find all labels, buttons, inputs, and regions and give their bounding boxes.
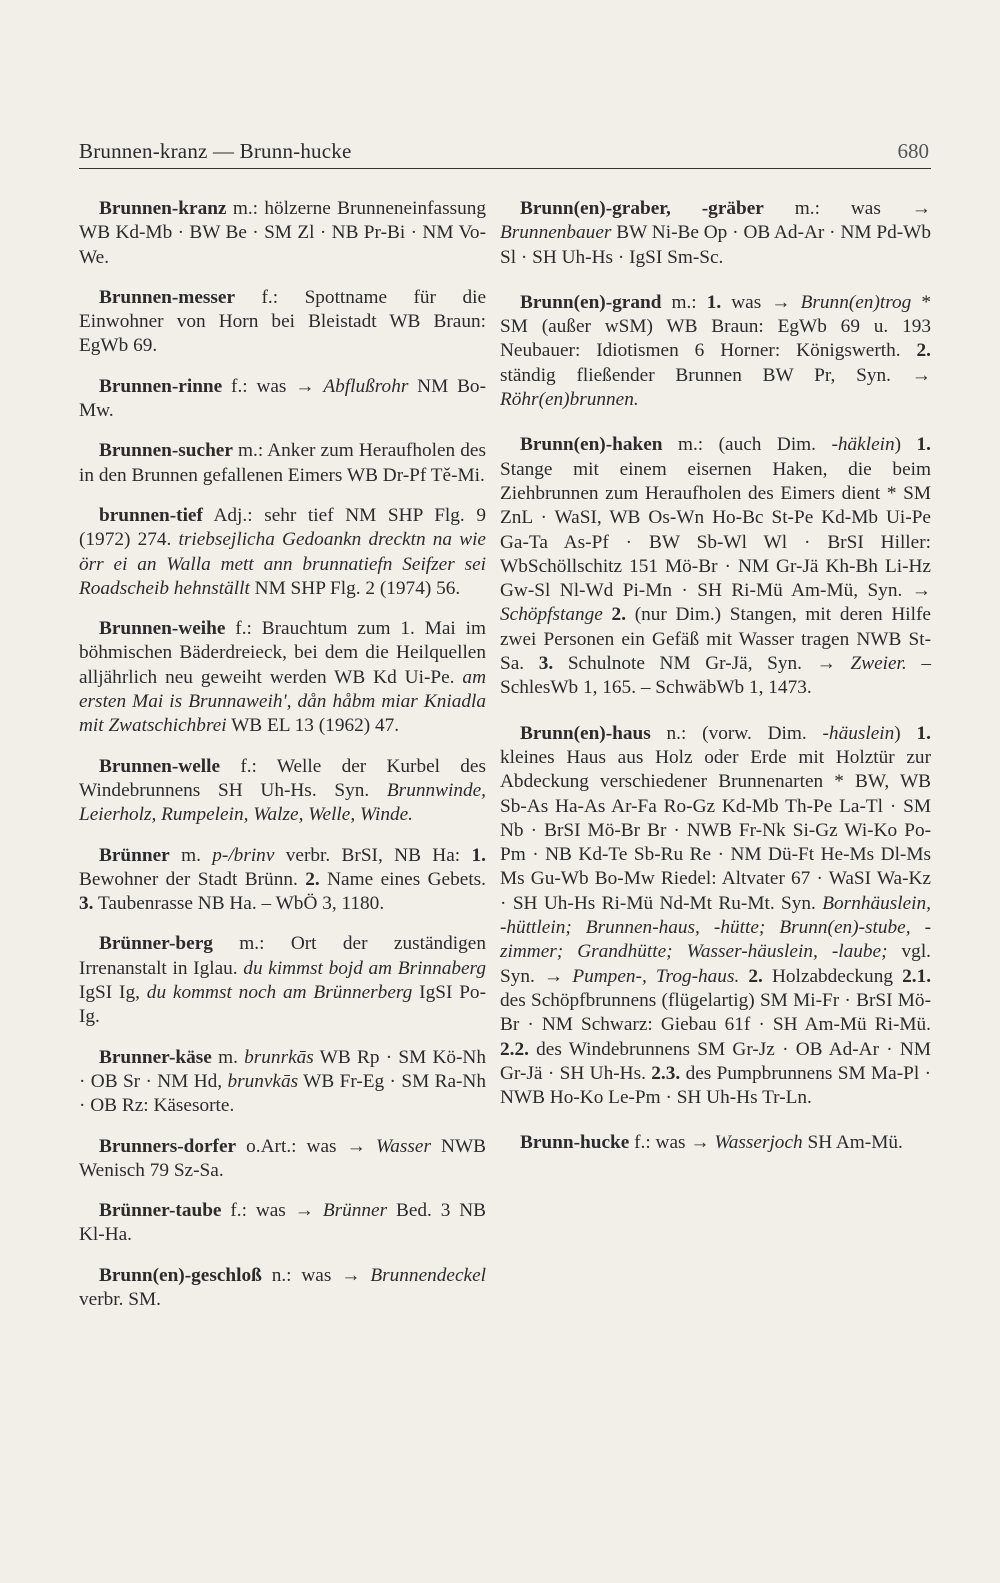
entry-example: Pumpen-, Trog-haus. bbox=[572, 965, 740, 987]
entry-text: 2. bbox=[305, 868, 320, 890]
entry-text: des Windebrunnens SM Gr-Jz · OB Ad-Ar · NM Gr-Jä · SH Uh-Hs. bbox=[500, 1038, 931, 1084]
entry-headword: Brunn-hucke bbox=[520, 1132, 630, 1154]
entry-text: n.: was → bbox=[261, 1264, 371, 1286]
entry-text: NM Bo-Mw. bbox=[79, 375, 486, 422]
running-header bbox=[79, 139, 931, 169]
entry-text: 2. bbox=[916, 340, 931, 362]
entry-text bbox=[603, 604, 612, 625]
entry-example: -häuslein bbox=[822, 722, 895, 744]
entry-text: was → bbox=[721, 291, 801, 313]
entry-text: m. bbox=[169, 844, 213, 866]
dictionary-entry bbox=[79, 1199, 486, 1248]
entry-example: Abflußrohr bbox=[323, 375, 409, 397]
entry-text: – SchlesWb 1, 165. – SchwäbWb 1, 1473. bbox=[500, 653, 931, 699]
dictionary-entry bbox=[79, 504, 486, 601]
entry-example: brunvkās bbox=[227, 1070, 299, 1092]
entry-text: Holzabdeckung bbox=[762, 965, 903, 987]
entry-text: NWB Wenisch 79 Sz-Sa. bbox=[79, 1135, 486, 1181]
entry-text: m.: hölzerne Brunneneinfassung WB Kd-Mb · BW Be · SM Zl · NB Pr-Bi · NM Vo-We. bbox=[79, 198, 486, 268]
entry-text: f.: was → bbox=[629, 1132, 715, 1154]
entry-example: Zweier. bbox=[850, 653, 907, 675]
entry-text: ständig fließender Brunnen BW Pr, Syn. → bbox=[500, 364, 931, 386]
entry-text: * SM (außer wSM) WB Braun: EgWb 69 u. 193 Neubauer: Idiotismen 6 Horner: Königswerth. bbox=[500, 291, 931, 362]
entry-text: 2.2. bbox=[500, 1038, 529, 1060]
entry-text: 1. bbox=[706, 291, 722, 313]
entry-example: du kimmst bojd am Brinnaberg bbox=[243, 957, 486, 979]
entry-text: 2.1. bbox=[902, 965, 932, 987]
entry-text: m.: bbox=[661, 291, 707, 313]
dictionary-entry bbox=[79, 1135, 486, 1184]
entry-text: WB EL 13 (1962) 47. bbox=[226, 715, 400, 737]
dictionary-entry bbox=[79, 375, 486, 424]
entry-example: Schöpfstange bbox=[500, 604, 603, 626]
entry-text: WB Fr-Eg · SM Ra-Nh · OB Rz: Käsesorte. bbox=[79, 1070, 486, 1117]
dictionary-entry bbox=[79, 197, 486, 270]
entry-example: -häklein bbox=[831, 434, 895, 456]
entry-example: Brunnenbauer bbox=[500, 222, 612, 244]
entry-text: 1. bbox=[471, 844, 486, 866]
entry-headword: Brünner-berg bbox=[99, 933, 213, 955]
entry-text: 1. bbox=[916, 722, 931, 744]
running-title: Brunnen-kranz — Brunn-hucke bbox=[79, 139, 352, 163]
dictionary-entry bbox=[79, 1046, 486, 1119]
entry-text: 2. bbox=[611, 604, 627, 626]
entry-headword: Brunner-käse bbox=[99, 1046, 212, 1068]
dictionary-entry bbox=[500, 197, 931, 270]
entry-example: Brünner bbox=[322, 1200, 388, 1222]
entry-headword: Brunn(en)-grand bbox=[520, 291, 662, 313]
right-column bbox=[500, 197, 931, 1177]
entry-text: f.: was → bbox=[222, 375, 324, 397]
entry-text: m.: Anker zum Heraufholen des in den Brunnen gefallenen Eimers WB Dr-Pf Tě-Mi. bbox=[79, 440, 486, 486]
entry-example: brunrkās bbox=[244, 1046, 314, 1068]
entry-text: ) bbox=[894, 434, 917, 456]
entry-text: des Pumpbrunnens SM Ma-Pl · NWB Ho-Ko Le-Pm · SH Uh-Hs Tr-Ln. bbox=[500, 1062, 931, 1109]
entry-example: Bornhäuslein, -hüttlein; Brunnen-haus, -hütte; Brunn(en)-stube, -zimmer; Grandhütte; Wasser-häuslein, -laube; bbox=[500, 892, 931, 963]
entry-text: vgl. Syn. → bbox=[500, 941, 931, 987]
entry-text: 1. bbox=[916, 434, 931, 456]
entry-text: m.: Ort der zuständigen Irrenanstalt in Iglau. bbox=[79, 933, 486, 979]
entry-text: WB Rp · SM Kö-Nh · OB Sr · NM Hd, bbox=[79, 1046, 486, 1092]
entry-text: Schulnote NM Gr-Jä, Syn. → bbox=[553, 653, 851, 675]
entry-example: Wasser bbox=[375, 1135, 431, 1157]
entry-text: Stange mit einem eisernen Haken, die beim Ziehbrunnen zum Heraufholen des Eimers dient * SM ZnL · WaSI, WB Os-Wn Ho-Bc St-Pe Kd-Mb Ui-Pe Ga-Ta As-Pf · BW Sb-Wl Wl · BrSI Hiller: WbSchöllschitz 151 Mö-Br · NM Gr-Jä Kh-Bh Li-Hz Gw-Sl Nl-Wd Pi-Mn · SH Ri-Mü Am-Mü, Syn. → bbox=[500, 458, 931, 602]
entry-headword: Brunn(en)-geschloß bbox=[99, 1264, 262, 1286]
dictionary-entry bbox=[79, 755, 486, 828]
entry-example: p-/brinv bbox=[212, 844, 275, 866]
entry-text: f.: Brauchtum zum 1. Mai im böhmischen Bäderdreieck, bei dem die Heilquellen alljährlich neu geweiht werden WB Kd Ui-Pe. bbox=[79, 618, 486, 688]
entry-text: m. bbox=[211, 1046, 245, 1068]
entry-example: Brunn(en)trog bbox=[800, 291, 912, 313]
entry-headword: Brunnen-weihe bbox=[99, 618, 226, 640]
entry-headword: brunnen-tief bbox=[99, 504, 203, 526]
entry-text: 2. bbox=[748, 965, 763, 987]
dictionary-entry bbox=[79, 617, 486, 738]
entry-example: Wasserjoch bbox=[714, 1132, 803, 1154]
entry-example: Brunnendeckel bbox=[370, 1264, 486, 1286]
dictionary-entry bbox=[79, 286, 486, 359]
entry-headword: Brunn(en)-graber, -gräber bbox=[520, 198, 764, 219]
entry-headword: Brunnen-rinne bbox=[99, 375, 223, 397]
dictionary-entry bbox=[500, 722, 931, 1111]
entry-text: IgSI Ig, bbox=[79, 982, 147, 1004]
entry-example: Röhr(en)brunnen. bbox=[500, 389, 639, 411]
entry-example: du kommst noch am Brünnerberg bbox=[146, 982, 413, 1004]
left-column bbox=[79, 197, 486, 1328]
entry-headword: Brunn(en)-haus bbox=[520, 722, 651, 744]
entry-text: BW Ni-Be Op · OB Ad-Ar · NM Pd-Wb Sl · SH Uh-Hs · IgSI Sm-Sc. bbox=[500, 222, 931, 268]
entry-text: NM SHP Flg. 2 (1974) 56. bbox=[249, 577, 461, 599]
entry-example: triebsejlicha Gedoankn drecktn na wie örr ei an Walla mett ann brunnatiefn Seifzer sei Roadscheib hehnställt bbox=[79, 529, 486, 599]
entry-text: Taubenrasse NB Ha. – WbÖ 3, 1180. bbox=[93, 893, 385, 915]
dictionary-entry bbox=[79, 1264, 486, 1313]
entry-text: SH Am-Mü. bbox=[802, 1132, 903, 1154]
entry-headword: Brünner-taube bbox=[99, 1200, 222, 1222]
entry-text: m.: (auch Dim. bbox=[662, 434, 832, 456]
dictionary-entry bbox=[500, 1131, 931, 1155]
entry-text: ) bbox=[894, 722, 917, 744]
dictionary-entry bbox=[79, 844, 486, 917]
dictionary-entry bbox=[79, 439, 486, 488]
entry-headword: Brunn(en)-haken bbox=[520, 434, 663, 456]
entry-headword: Brünner bbox=[99, 844, 170, 866]
entry-text: n.: (vorw. Dim. bbox=[650, 722, 823, 744]
entry-text: (nur Dim.) Stangen, mit deren Hilfe zwei Personen ein Gefäß mit Wasser tragen NWB St-Sa. bbox=[500, 604, 931, 675]
entry-text: 3. bbox=[79, 893, 94, 915]
entry-headword: Brunnen-sucher bbox=[99, 440, 233, 462]
entry-example: am ersten Mai is Brunnaweih', dån håbm miar Kniadla mit Zwatschichbrei bbox=[79, 666, 486, 737]
page-number: 680 bbox=[897, 139, 929, 163]
entry-text: IgSI Po-Ig. bbox=[79, 982, 486, 1028]
entry-headword: Brunners-dorfer bbox=[99, 1135, 237, 1157]
dictionary-entry bbox=[500, 433, 931, 700]
entry-text: Bed. 3 NB Kl-Ha. bbox=[79, 1200, 486, 1246]
entry-headword: Brunnen-welle bbox=[99, 755, 221, 777]
dictionary-entry bbox=[500, 291, 931, 412]
entry-text: Name eines Gebets. bbox=[319, 868, 486, 890]
entry-text: des Schöpfbrunnens (flügelartig) SM Mi-Fr · BrSI Mö-Br · NM Schwarz: Giebau 61f · SH Am-Mü Ri-Mü. bbox=[500, 989, 931, 1036]
entry-text: Bewohner der Stadt Brünn. bbox=[79, 868, 306, 890]
entry-headword: Brunnen-messer bbox=[99, 286, 236, 308]
entry-text: 2.3. bbox=[651, 1062, 681, 1084]
entry-text: 3. bbox=[538, 653, 554, 675]
dictionary-entry bbox=[79, 932, 486, 1029]
entry-text: f.: Welle der Kurbel des Windebrunnens SH Uh-Hs. Syn. bbox=[79, 755, 486, 801]
entry-text: verbr. SM. bbox=[79, 1288, 161, 1310]
entry-text: verbr. BrSI, NB Ha: bbox=[274, 844, 472, 866]
entry-text: f.: Spottname für die Einwohner von Horn bei Bleistadt WB Braun: EgWb 69. bbox=[79, 286, 486, 357]
entry-example: Brunnwinde, Leierholz, Rumpelein, Walze, Welle, Winde. bbox=[79, 779, 486, 826]
entry-text: o.Art.: was → bbox=[236, 1135, 376, 1157]
entry-headword: Brunnen-kranz bbox=[99, 198, 227, 219]
entry-text: Adj.: sehr tief NM SHP Flg. 9 (1972) 274. bbox=[79, 504, 486, 551]
entry-text: kleines Haus aus Holz oder Erde mit Holztür zur Abdeckung verschiedener Brunnenarten * BW, WB Sb-As Ha-As Ar-Fa Ro-Gz Kd-Mb Th-Pe La-Tl · SM Nb · BrSI Mö-Br Br · NWB Fr-Nk Si-Gz Wi-Ko Po-Pm · NB Kd-Te Sb-Ru Re · NM Dü-Ft He-Ms Dl-Ms Ms Gu-Wb Bo-Mw Riedel: Altvater 67 · WaSI Wa-Kz · SH Uh-Hs Ri-Mü Nd-Mt Ru-Mt. Syn. bbox=[500, 746, 931, 914]
entry-text: f.: was → bbox=[221, 1200, 323, 1222]
entry-text: m.: was → bbox=[763, 198, 931, 219]
